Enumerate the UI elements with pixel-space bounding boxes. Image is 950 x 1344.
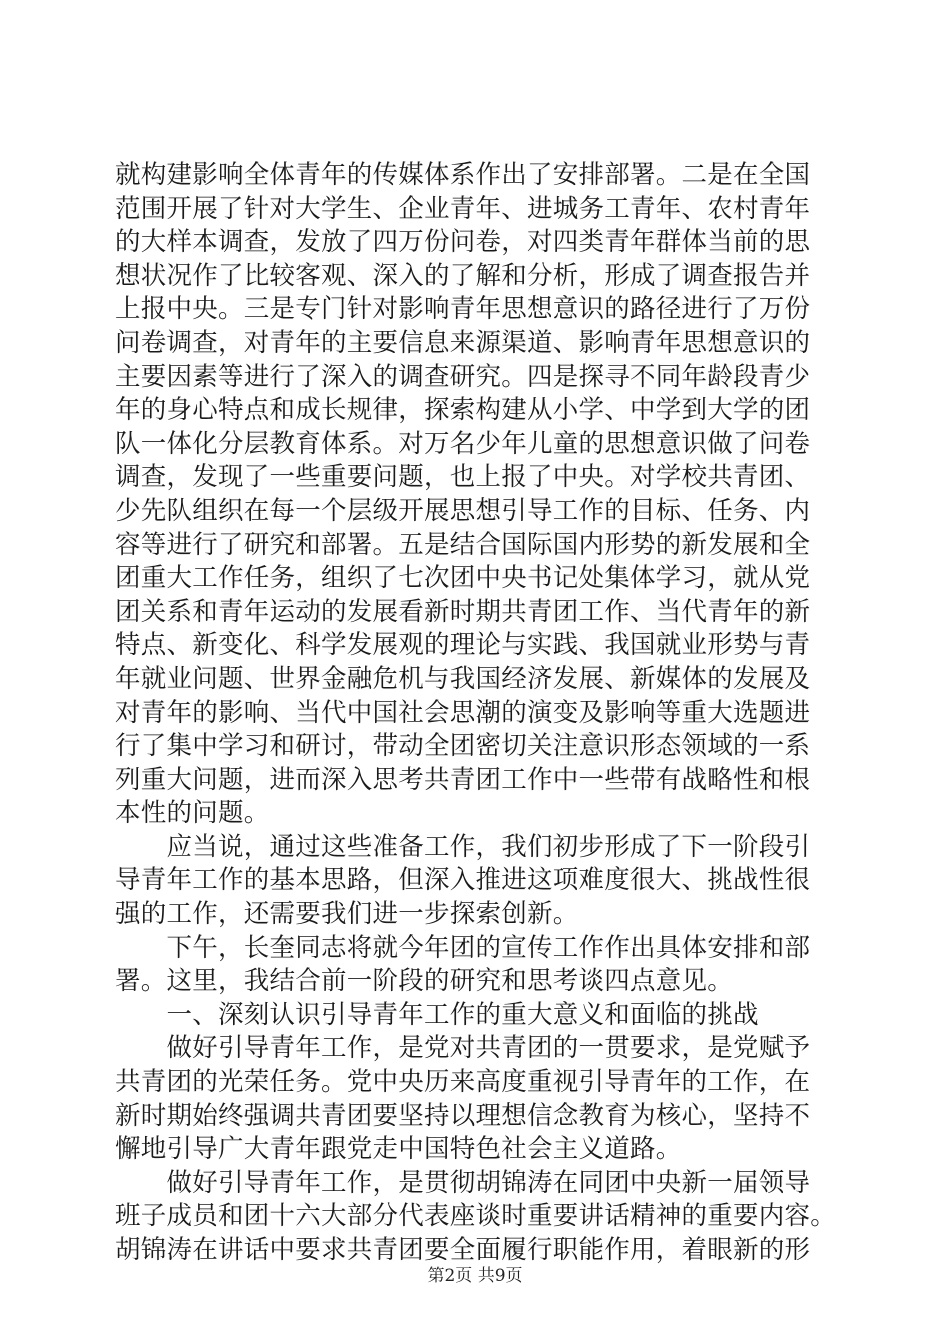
text-line: 行了集中学习和研讨，带动全团密切关注意识形态领域的一系	[115, 731, 811, 762]
text-line: 署。这里，我结合前一阶段的研究和思考谈四点意见。	[115, 966, 734, 997]
text-line: 的大样本调查，发放了四万份问卷，对四类青年群体当前的思	[115, 227, 811, 258]
text-line: 问卷调查，对青年的主要信息来源渠道、影响青年思想意识的	[115, 327, 811, 358]
text-line: 少先队组织在每一个层级开展思想引导工作的目标、任务、内	[115, 495, 811, 526]
text-line: 范围开展了针对大学生、企业青年、进城务工青年、农村青年	[115, 193, 811, 224]
text-line: 应当说，通过这些准备工作，我们初步形成了下一阶段引	[115, 831, 811, 862]
text-line: 年的身心特点和成长规律，探索构建从小学、中学到大学的团	[115, 395, 811, 426]
text-line: 队一体化分层教育体系。对万名少年儿童的思想意识做了问卷	[115, 428, 811, 459]
text-line: 年就业问题、世界金融危机与我国经济发展、新媒体的发展及	[115, 663, 811, 694]
text-line: 新时期始终强调共青团要坚持以理想信念教育为核心，坚持不	[115, 1100, 811, 1131]
section-heading: 一、深刻认识引导青年工作的重大意义和面临的挑战	[115, 999, 759, 1030]
text-line: 做好引导青年工作，是党对共青团的一贯要求，是党赋予	[115, 1033, 811, 1064]
document-body	[115, 159, 840, 1268]
text-line: 团重大工作任务，组织了七次团中央书记处集体学习，就从党	[115, 563, 811, 594]
text-line: 主要因素等进行了深入的调查研究。四是探寻不同年龄段青少	[115, 361, 811, 392]
text-line: 特点、新变化、科学发展观的理论与实践、我国就业形势与青	[115, 630, 811, 661]
text-line: 懈地引导广大青年跟党走中国特色社会主义道路。	[115, 1134, 682, 1165]
text-line: 列重大问题，进而深入思考共青团工作中一些带有战略性和根	[115, 764, 811, 795]
text-line: 共青团的光荣任务。党中央历来高度重视引导青年的工作，在	[115, 1067, 811, 1098]
text-line: 强的工作，还需要我们进一步探索创新。	[115, 899, 579, 930]
text-line: 下午，长奎同志将就今年团的宣传工作作出具体安排和部	[115, 932, 811, 963]
page-footer	[0, 1265, 950, 1287]
text-line: 想状况作了比较客观、深入的了解和分析，形成了调查报告并	[115, 260, 811, 291]
text-line: 调查，发现了一些重要问题，也上报了中央。对学校共青团、	[115, 462, 811, 493]
text-line: 容等进行了研究和部署。五是结合国际国内形势的新发展和全	[115, 529, 811, 560]
text-line: 胡锦涛在讲话中要求共青团要全面履行职能作用，着眼新的形	[115, 1235, 811, 1265]
text-line: 本性的问题。	[115, 798, 270, 829]
text-line: 对青年的影响、当代中国社会思潮的演变及影响等重大选题进	[115, 697, 811, 728]
page-number: 第2页 共9页	[427, 1266, 523, 1286]
text-line: 导青年工作的基本思路，但深入推进这项难度很大、挑战性很	[115, 865, 811, 896]
text-line: 班子成员和团十六大部分代表座谈时重要讲话精神的重要内容。	[115, 1201, 837, 1232]
text-line: 就构建影响全体青年的传媒体系作出了安排部署。二是在全国	[115, 160, 811, 190]
text-line: 上报中央。三是专门针对影响青年思想意识的路径进行了万份	[115, 294, 811, 325]
text-line: 团关系和青年运动的发展看新时期共青团工作、当代青年的新	[115, 596, 811, 627]
text-line: 做好引导青年工作，是贯彻胡锦涛在同团中央新一届领导	[115, 1167, 811, 1198]
